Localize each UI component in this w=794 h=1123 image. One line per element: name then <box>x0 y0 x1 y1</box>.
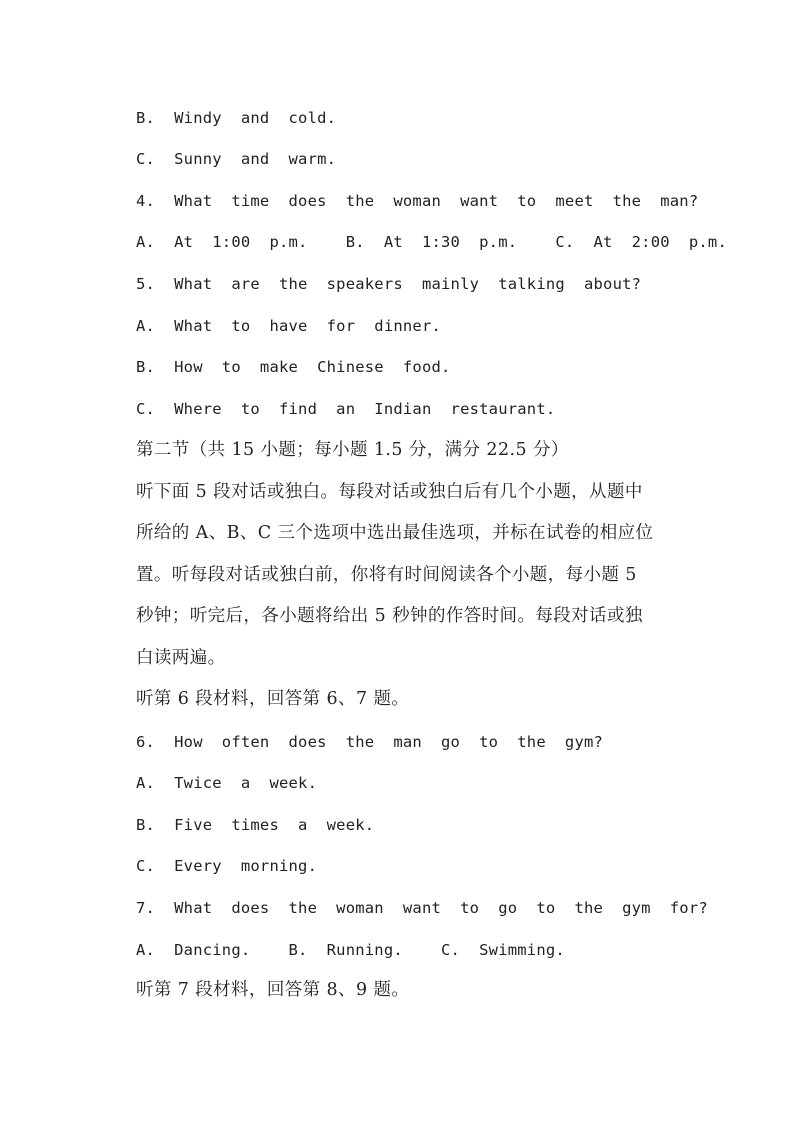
option-3c: C. Sunny and warm. <box>136 150 337 168</box>
option-6b: B. Five times a week. <box>136 816 375 834</box>
option-5a: A. What to have for dinner. <box>136 317 442 335</box>
question-7: 7. What does the woman want to go to the gym for? <box>136 899 708 917</box>
instructions-line-4: 秒钟；听完后，各小题将给出 5 秒钟的作答时间。每段对话或独 <box>136 606 643 626</box>
material-7-intro: 听第 7 段材料，回答第 8、9 题。 <box>136 980 410 1000</box>
instructions-line-1: 听下面 5 段对话或独白。每段对话或独白后有几个小题，从题中 <box>136 482 643 502</box>
section-two-heading: 第二节（共 15 小题；每小题 1.5 分，满分 22.5 分） <box>136 440 569 460</box>
instructions-line-2: 所给的 A、B、C 三个选项中选出最佳选项，并标在试卷的相应位 <box>136 523 654 543</box>
material-6-intro: 听第 6 段材料，回答第 6、7 题。 <box>136 689 410 709</box>
question-4: 4. What time does the woman want to meet the man? <box>136 192 699 210</box>
option-5b: B. How to make Chinese food. <box>136 358 451 376</box>
question-6: 6. How often does the man go to the gym? <box>136 733 604 751</box>
instructions-line-3: 置。听每段对话或独白前，你将有时间阅读各个小题，每小题 5 <box>136 565 637 585</box>
option-5c: C. Where to find an Indian restaurant. <box>136 400 556 418</box>
question-5: 5. What are the speakers mainly talking about? <box>136 275 642 293</box>
option-3b: B. Windy and cold. <box>136 109 337 127</box>
option-6c: C. Every morning. <box>136 857 318 875</box>
options-7: A. Dancing. B. Running. C. Swimming. <box>136 941 565 959</box>
option-6a: A. Twice a week. <box>136 774 318 792</box>
options-4: A. At 1:00 p.m. B. At 1:30 p.m. C. At 2:00 p.m. <box>136 233 727 251</box>
instructions-line-5: 白读两遍。 <box>136 648 226 668</box>
